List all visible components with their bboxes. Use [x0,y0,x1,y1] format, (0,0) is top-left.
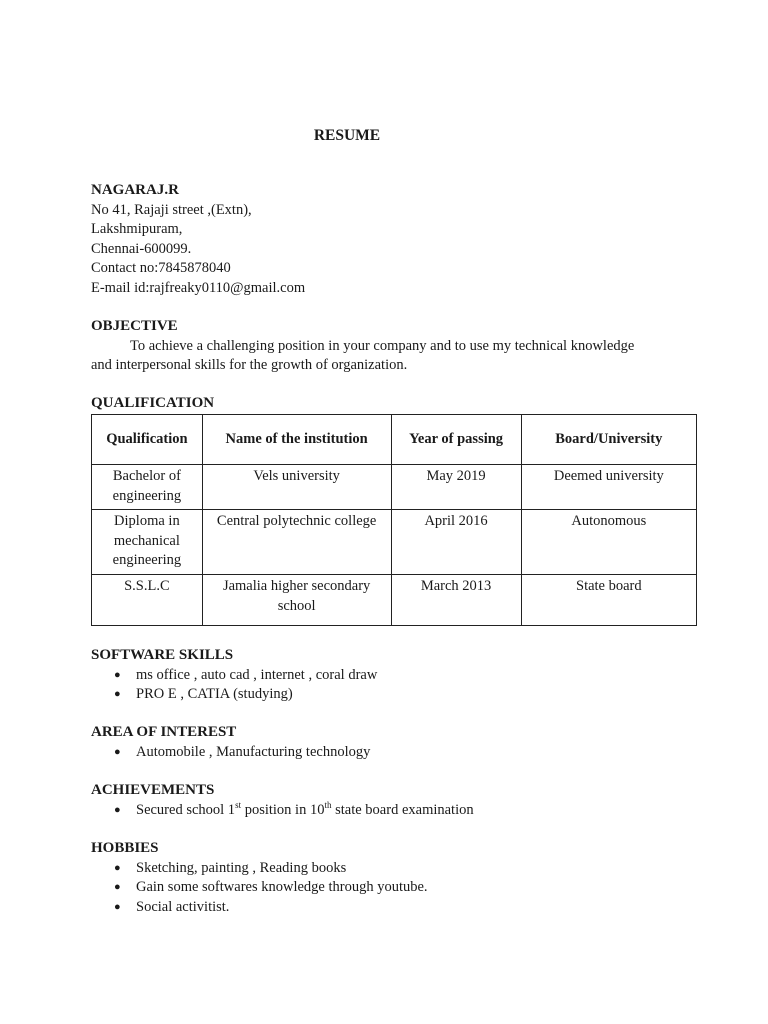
area-of-interest-heading: AREA OF INTEREST [91,724,237,740]
candidate-name: NAGARAJ.R [91,182,179,198]
table-cell: Vels university [202,465,391,510]
achievements-list [91,801,701,821]
hobbies-heading: HOBBIES [91,840,159,856]
bullet-icon: ● [114,861,121,874]
objective-heading: OBJECTIVE [91,318,178,334]
area-of-interest-section [91,723,701,762]
table-cell: April 2016 [391,510,521,575]
address-line-1: No 41, Rajaji street ,(Extn), [91,201,252,218]
list-item: ● Sketching, painting , Reading books [91,859,701,879]
software-skills-section [91,646,701,705]
bullet-icon: ● [114,900,121,913]
address-line-3: Chennai-600099. [91,240,192,257]
list-item: ● Automobile , Manufacturing technology [91,743,701,763]
bullet-icon: ● [114,881,121,893]
contact-block [91,181,701,298]
table-row [92,510,697,575]
list-item: ● ms office , auto cad , internet , coral draw [91,666,701,686]
qualification-section [91,394,701,414]
table-cell: Jamalia higher secondary school [202,575,391,626]
software-skills-heading: SOFTWARE SKILLS [91,647,234,663]
list-item: ● PRO E , CATIA (studying) [91,685,701,705]
contact-phone: Contact no:7845878040 [91,260,231,276]
software-skills-list [91,666,701,705]
hobbies-list [91,859,701,918]
table-cell: Autonomous [521,510,696,575]
bullet-icon: ● [114,803,121,816]
table-header-row [92,415,697,465]
table-cell: Deemed university [521,465,696,510]
bullet-icon: ● [114,668,121,681]
bullet-icon: ● [114,745,121,758]
table-cell: State board [521,575,696,626]
qualification-table [91,414,697,626]
table-cell: S.S.L.C [92,575,203,626]
column-header: Year of passing [391,415,521,465]
achievements-section [91,781,701,820]
list-item: ● Gain some softwares knowledge through youtube. [91,878,701,898]
hobbies-section [91,839,701,917]
table-row [92,465,697,510]
table-cell: Diploma in mechanical engineering [92,510,203,575]
column-header: Name of the institution [202,415,391,465]
achievements-heading: ACHIEVEMENTS [91,782,215,798]
address-line-2: Lakshmipuram, [91,221,183,237]
column-header: Qualification [92,415,203,465]
table-cell: Bachelor of engineering [92,465,203,510]
qualification-heading: QUALIFICATION [91,395,215,411]
contact-email: E-mail id:rajfreaky0110@gmail.com [91,279,306,296]
list-item: ● Secured school 1st position in 10th state board examination [91,801,701,821]
objective-text: To achieve a challenging position in your company and to use my technical knowledge and interpersonal skills for the growth of organization. [91,337,635,373]
table-row [92,575,697,626]
table-cell: Central polytechnic college [202,510,391,575]
objective-section [91,317,701,376]
document-title: RESUME [313,127,381,144]
list-item: ● Social activitist. [91,898,701,918]
area-of-interest-list [91,743,701,763]
bullet-icon: ● [114,688,121,700]
table-cell: March 2013 [391,575,521,626]
table-cell: May 2019 [391,465,521,510]
column-header: Board/University [521,415,696,465]
